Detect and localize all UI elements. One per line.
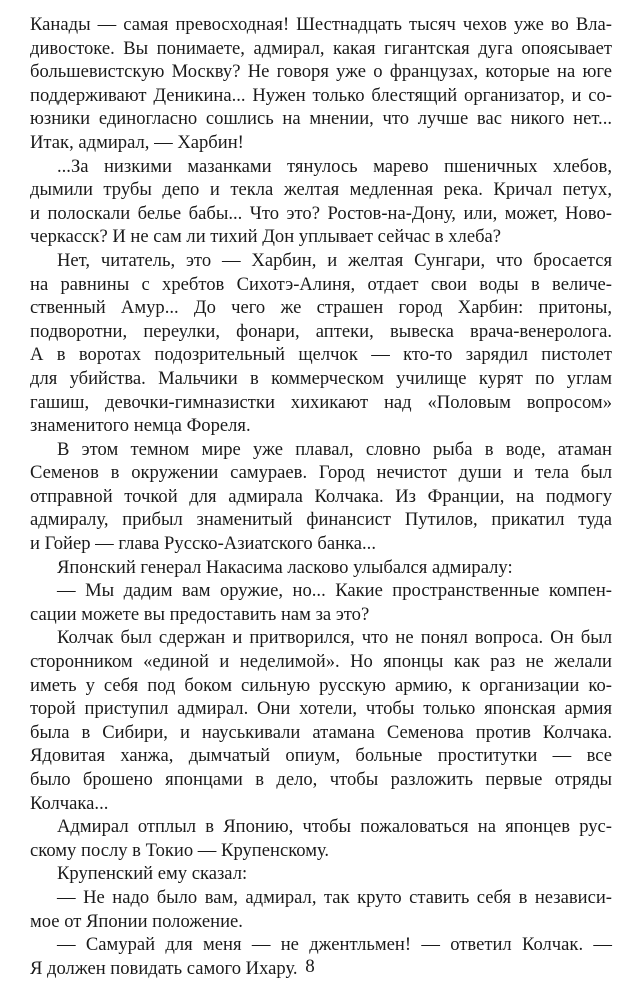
text-line: Итак, адмирал, — Харбин!: [30, 131, 244, 153]
text-line: — Не надо было вам, адмирал, так круто ставить себя в независи-: [57, 886, 612, 908]
text-line: знаменитого немца Фореля.: [30, 415, 251, 437]
text-line: Крупенский ему сказал:: [57, 863, 248, 885]
text-line: Я должен повидать самого Ихару.: [30, 957, 298, 979]
text-line: Колчака...: [30, 792, 109, 814]
text-line: Нет, читатель, это — Харбин, и желтая Сунгари, что бросается: [57, 249, 612, 271]
text-line: было брошено японцами в дело, чтобы разложить первые отряды: [30, 769, 612, 790]
text-line: для убийства. Мальчики в коммерческом училище курят по углам: [30, 367, 612, 389]
text-line: Семенов в окружении самураев. Город нечистот души и тела был: [30, 462, 612, 484]
text-line: гашиш, девочки-гимназистки хихикают над «Половым вопросом»: [30, 391, 612, 413]
text-line: А в воротах подозрительный щелчок — кто-то зарядил пистолет: [30, 344, 612, 366]
text-line: Японский генерал Накасима ласково улыбался адмиралу:: [57, 556, 513, 578]
text-line: юзники единогласно сошлись на мнении, что лучше вас никого нет...: [30, 108, 612, 130]
text-line: Канады — самая превосходная! Шестнадцать тысяч чехов уже во Вла-: [30, 14, 612, 35]
text-line: на равнины с хребтов Сихотэ-Алиня, отдает свои воды в величе-: [30, 273, 612, 295]
text-line: ...За низкими мазанками тянулось марево пшеничных хлебов,: [57, 155, 612, 177]
text-line: ственный Амур... До чего же страшен город Харбин: притоны,: [30, 297, 612, 319]
text-line: сации можете вы предоставить нам за это?: [30, 603, 370, 625]
text-line: и Гойер — глава Русско-Азиатского банка...: [30, 533, 376, 555]
text-line: В этом темном мире уже плавал, словно рыба в воде, атаман: [57, 438, 612, 460]
text-line: отправной точкой для адмирала Колчака. Из Франции, на подмогу: [30, 485, 612, 507]
text-line: адмиралу, прибыл знаменитый финансист Путилов, прикатил туда: [30, 509, 612, 531]
text-line: и полоскали белье бабы... Что это? Ростов-на-Дону, или, может, Ново-: [30, 202, 612, 224]
page-number: 8: [305, 956, 315, 977]
text-line: скому послу в Токио — Крупенскому.: [30, 839, 330, 861]
text-line: Адмирал отплыл в Японию, чтобы пожаловаться на японцев рус-: [57, 816, 612, 838]
text-line: подворотни, переулки, фонари, аптеки, вывеска врача-венеролога.: [30, 320, 612, 342]
text-line: — Самурай для меня — не джентльмен! — ответил Колчак. —: [57, 934, 612, 956]
text-line: дымили трубы депо и текла желтая медленная река. Кричал петух,: [30, 179, 612, 201]
text-line: торой приступил адмирал. Они хотели, чтобы только японская армия: [30, 698, 612, 720]
body-text: [30, 13, 612, 980]
text-line: мое от Японии положение.: [30, 910, 243, 932]
text-line: Колчак был сдержан и притворился, что не понял вопроса. Он был: [57, 627, 612, 649]
text-line: — Мы дадим вам оружие, но... Какие пространственные компен-: [57, 580, 612, 602]
text-line: дивостоке. Вы понимаете, адмирал, какая гигантская дуга опоясывает: [30, 37, 612, 59]
text-line: иметь у себя под боком сильную русскую армию, к организации ко-: [30, 674, 612, 696]
text-line: черкасск? И не сам ли тихий Дон уплывает сейчас в хлеба?: [30, 226, 502, 248]
text-line: большевистскую Москву? Не говоря уже о французах, которые на юге: [30, 61, 612, 83]
text-line: сторонником «единой и неделимой». Но японцы как раз не желали: [30, 651, 612, 673]
text-line: поддерживают Деникина... Нужен только блестящий организатор, и со-: [30, 84, 612, 106]
text-line: Ядовитая ханжа, дымчатый опиум, больные проститутки — все: [30, 745, 612, 767]
text-line: была в Сибири, и науськивали атамана Семенова против Колчака.: [30, 721, 612, 743]
